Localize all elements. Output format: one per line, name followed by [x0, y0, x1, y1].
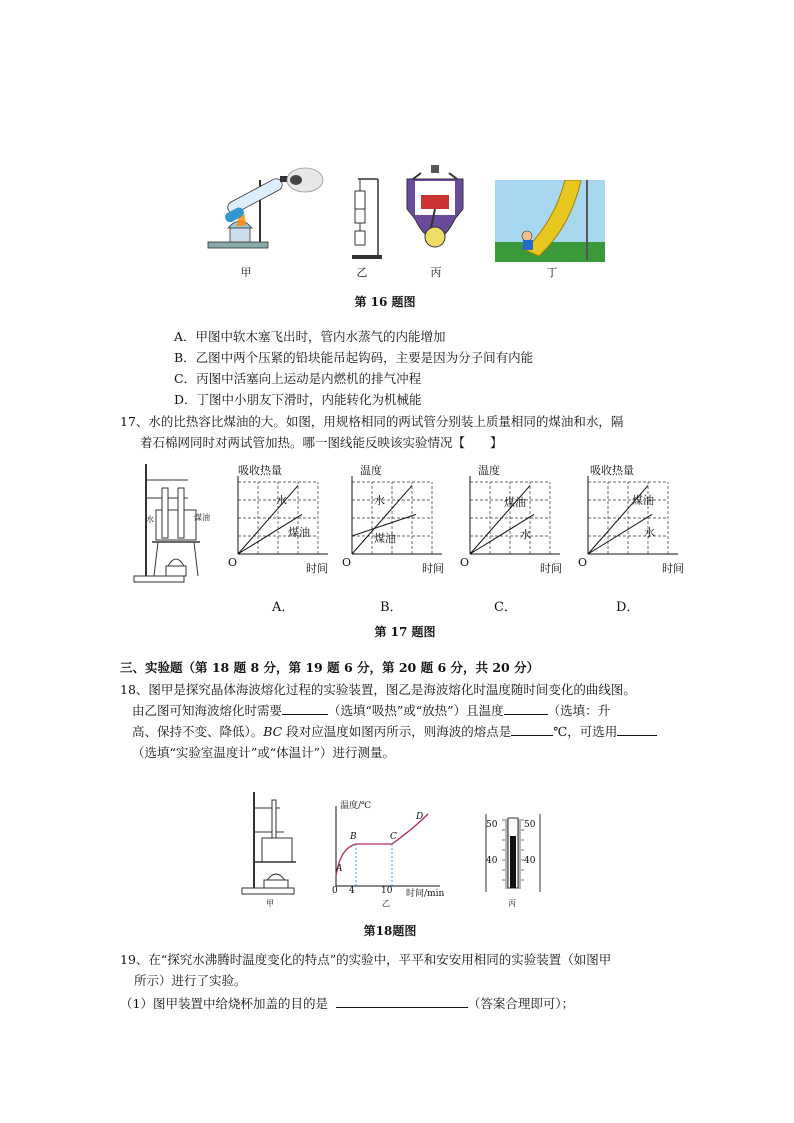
figure-jia-steam-test-tube	[200, 160, 340, 260]
q17-graph-d-ylabel: 吸收热量	[590, 464, 634, 477]
q18-question-line3	[132, 722, 657, 740]
q18-figure-label-bing: 丙	[508, 899, 516, 908]
q18-thermo-right-50: 50	[524, 820, 536, 830]
q18-graph-xlabel: 时间/min	[406, 889, 445, 899]
q18-blank-3[interactable]	[511, 723, 553, 736]
q17-graph-c	[458, 464, 566, 578]
q17-graph-b-origin: O	[342, 556, 352, 569]
q19-line3-part1: （1）图甲装置中给烧杯加盖的目的是	[120, 996, 328, 1011]
q17-graph-b-upper: 水	[374, 494, 385, 507]
q19-blank-1[interactable]	[336, 995, 468, 1008]
q17-question-line2: 着石棉网同时对两试管加热。哪一图线能反映该实验情况【 】	[140, 435, 503, 450]
figure-label-bing: 丙	[430, 266, 442, 279]
q17-question-line1: 17、水的比热容比煤油的大。如图，用规格相同的两试管分别装上质量相同的煤油和水，隔	[120, 414, 624, 429]
q17-graph-b-lower: 煤油	[374, 532, 396, 545]
q18-graph-plot	[322, 800, 462, 900]
figure-yi-lead-blocks	[350, 175, 390, 260]
q18-figure-label-jia: 甲	[266, 899, 274, 908]
q17-graph-b-ylabel: 温度	[360, 464, 382, 477]
q17-graph-a-xlabel: 时间	[306, 562, 328, 575]
q18-line3-part3: ℃，可选用	[553, 724, 618, 739]
q16-figures	[200, 160, 620, 279]
q17-graph-a-lower: 煤油	[288, 526, 310, 539]
q17-graph-c-upper: 煤油	[504, 496, 526, 509]
q18-blank-4[interactable]	[617, 723, 657, 736]
q17-apparatus-drawing	[132, 458, 212, 588]
q17-apparatus-label-kerosene: 煤油	[194, 513, 210, 522]
q17-apparatus-label-water: 水	[146, 515, 154, 524]
q17-graph-a	[226, 464, 334, 578]
q18-graph-point-a: A	[336, 864, 343, 874]
q18-blank-1[interactable]	[282, 702, 328, 715]
q18-blank-2[interactable]	[504, 702, 548, 715]
q18-graph-curve	[336, 814, 428, 876]
q17-graph-c-lower: 水	[520, 528, 531, 541]
q17-graph-b-xlabel: 时间	[422, 562, 444, 575]
q17-graph-d-upper: 煤油	[632, 494, 654, 507]
q18-graph-tick-4: 4	[349, 886, 355, 896]
q18-line3-part1: 高、保持不变、降低）。	[132, 724, 264, 739]
q17-graph-d-plot-lower-line	[588, 514, 652, 554]
q17-graph-d-lower: 水	[644, 526, 655, 539]
q16-option-c: C．丙图中活塞向上运动是内燃机的排气冲程	[174, 371, 422, 386]
q18-figure-jia-apparatus	[240, 790, 300, 896]
q16-option-b: B．乙图中两个压紧的铅块能吊起钩码，主要是因为分子间有内能	[174, 350, 534, 365]
q18-thermo-right-40: 40	[524, 856, 536, 866]
q17-graph-a-ylabel: 吸收热量	[238, 464, 282, 477]
q17-graph-a-origin: O	[228, 556, 238, 569]
q18-thermo-left-50: 50	[486, 820, 498, 830]
q18-line2-part1: 由乙图可知海波熔化时需要	[132, 703, 283, 718]
q17-apparatus	[132, 458, 212, 588]
q18-figure-bing-thermometer	[480, 814, 546, 894]
q17-choice-c: C．	[494, 600, 517, 615]
q18-line2-part3: （选填：升	[547, 703, 611, 718]
q19-question-line2: 所示）进行了实验。	[134, 973, 247, 988]
q18-graph-ylabel: 温度/℃	[340, 801, 372, 811]
figure-ding-slide	[495, 180, 605, 262]
q17-graph-b	[340, 464, 448, 578]
q18-figure-yi-graph	[322, 800, 462, 900]
q18-line2-part2: （选填“吸热”或“放热”）且温度	[328, 703, 504, 718]
section3-heading: 三、实验题（第 18 题 8 分，第 19 题 6 分，第 20 题 6 分，共 20 分）	[120, 660, 540, 675]
q19-question-line3	[120, 994, 574, 1012]
q16-option-a: A．甲图中软木塞飞出时，管内水蒸气的内能增加	[174, 329, 446, 344]
q18-graph-point-c: C	[390, 832, 397, 842]
q17-graph-c-origin: O	[460, 556, 470, 569]
q18-graph-tick-0: 0	[332, 886, 338, 896]
figure-label-ding: 丁	[546, 266, 558, 279]
q18-question-line4: （选填“实验室温度计”或“体温计”）进行测量。	[132, 745, 396, 760]
q18-line3-bc: BC	[263, 724, 283, 739]
q16-option-d: D．丁图中小朋友下滑时，内能转化为机械能	[174, 392, 422, 407]
q17-choice-d: D．	[616, 600, 640, 615]
figure-label-yi: 乙	[356, 266, 368, 279]
q17-graph-a-upper: 水	[276, 494, 287, 507]
q17-graph-d-xlabel: 时间	[662, 562, 684, 575]
q18-line3-part2: 段对应温度如图丙所示，则海波的熔点是	[282, 724, 512, 739]
q19-question-line1: 19、在“探究水沸腾时温度变化的特点”的实验中，平平和安安用相同的实验装置（如图甲	[120, 952, 612, 967]
q19-line3-part2: （答案合理即可）；	[467, 996, 575, 1011]
q18-graph-point-d: D	[416, 812, 424, 822]
q18-graph-tick-10: 10	[381, 886, 393, 896]
q18-question-line1: 18、图甲是探究晶体海波熔化过程的实验装置，图乙是海波熔化时温度随时间变化的曲线图。	[120, 682, 636, 697]
q18-graph-point-b: B	[350, 832, 357, 842]
q17-graph-c-xlabel: 时间	[540, 562, 562, 575]
q18-caption: 第18题图	[363, 924, 417, 938]
q17-caption: 第 17 题图	[374, 625, 436, 639]
q17-graph-d-origin: O	[578, 556, 588, 569]
q18-thermo-left-40: 40	[486, 856, 498, 866]
q17-graph-c-ylabel: 温度	[478, 464, 500, 477]
q18-figure-label-yi: 乙	[382, 899, 390, 908]
q17-graph-d	[576, 464, 688, 578]
q16-caption: 第 16 题图	[354, 295, 416, 309]
figure-bing-engine-cylinder	[405, 165, 465, 260]
figure-label-jia: 甲	[240, 266, 252, 279]
q17-choice-b: B．	[380, 600, 403, 615]
q17-choice-a: A．	[272, 600, 295, 615]
q17-graph-a-plot-upper-line	[238, 486, 298, 554]
q18-question-line2	[132, 701, 610, 719]
